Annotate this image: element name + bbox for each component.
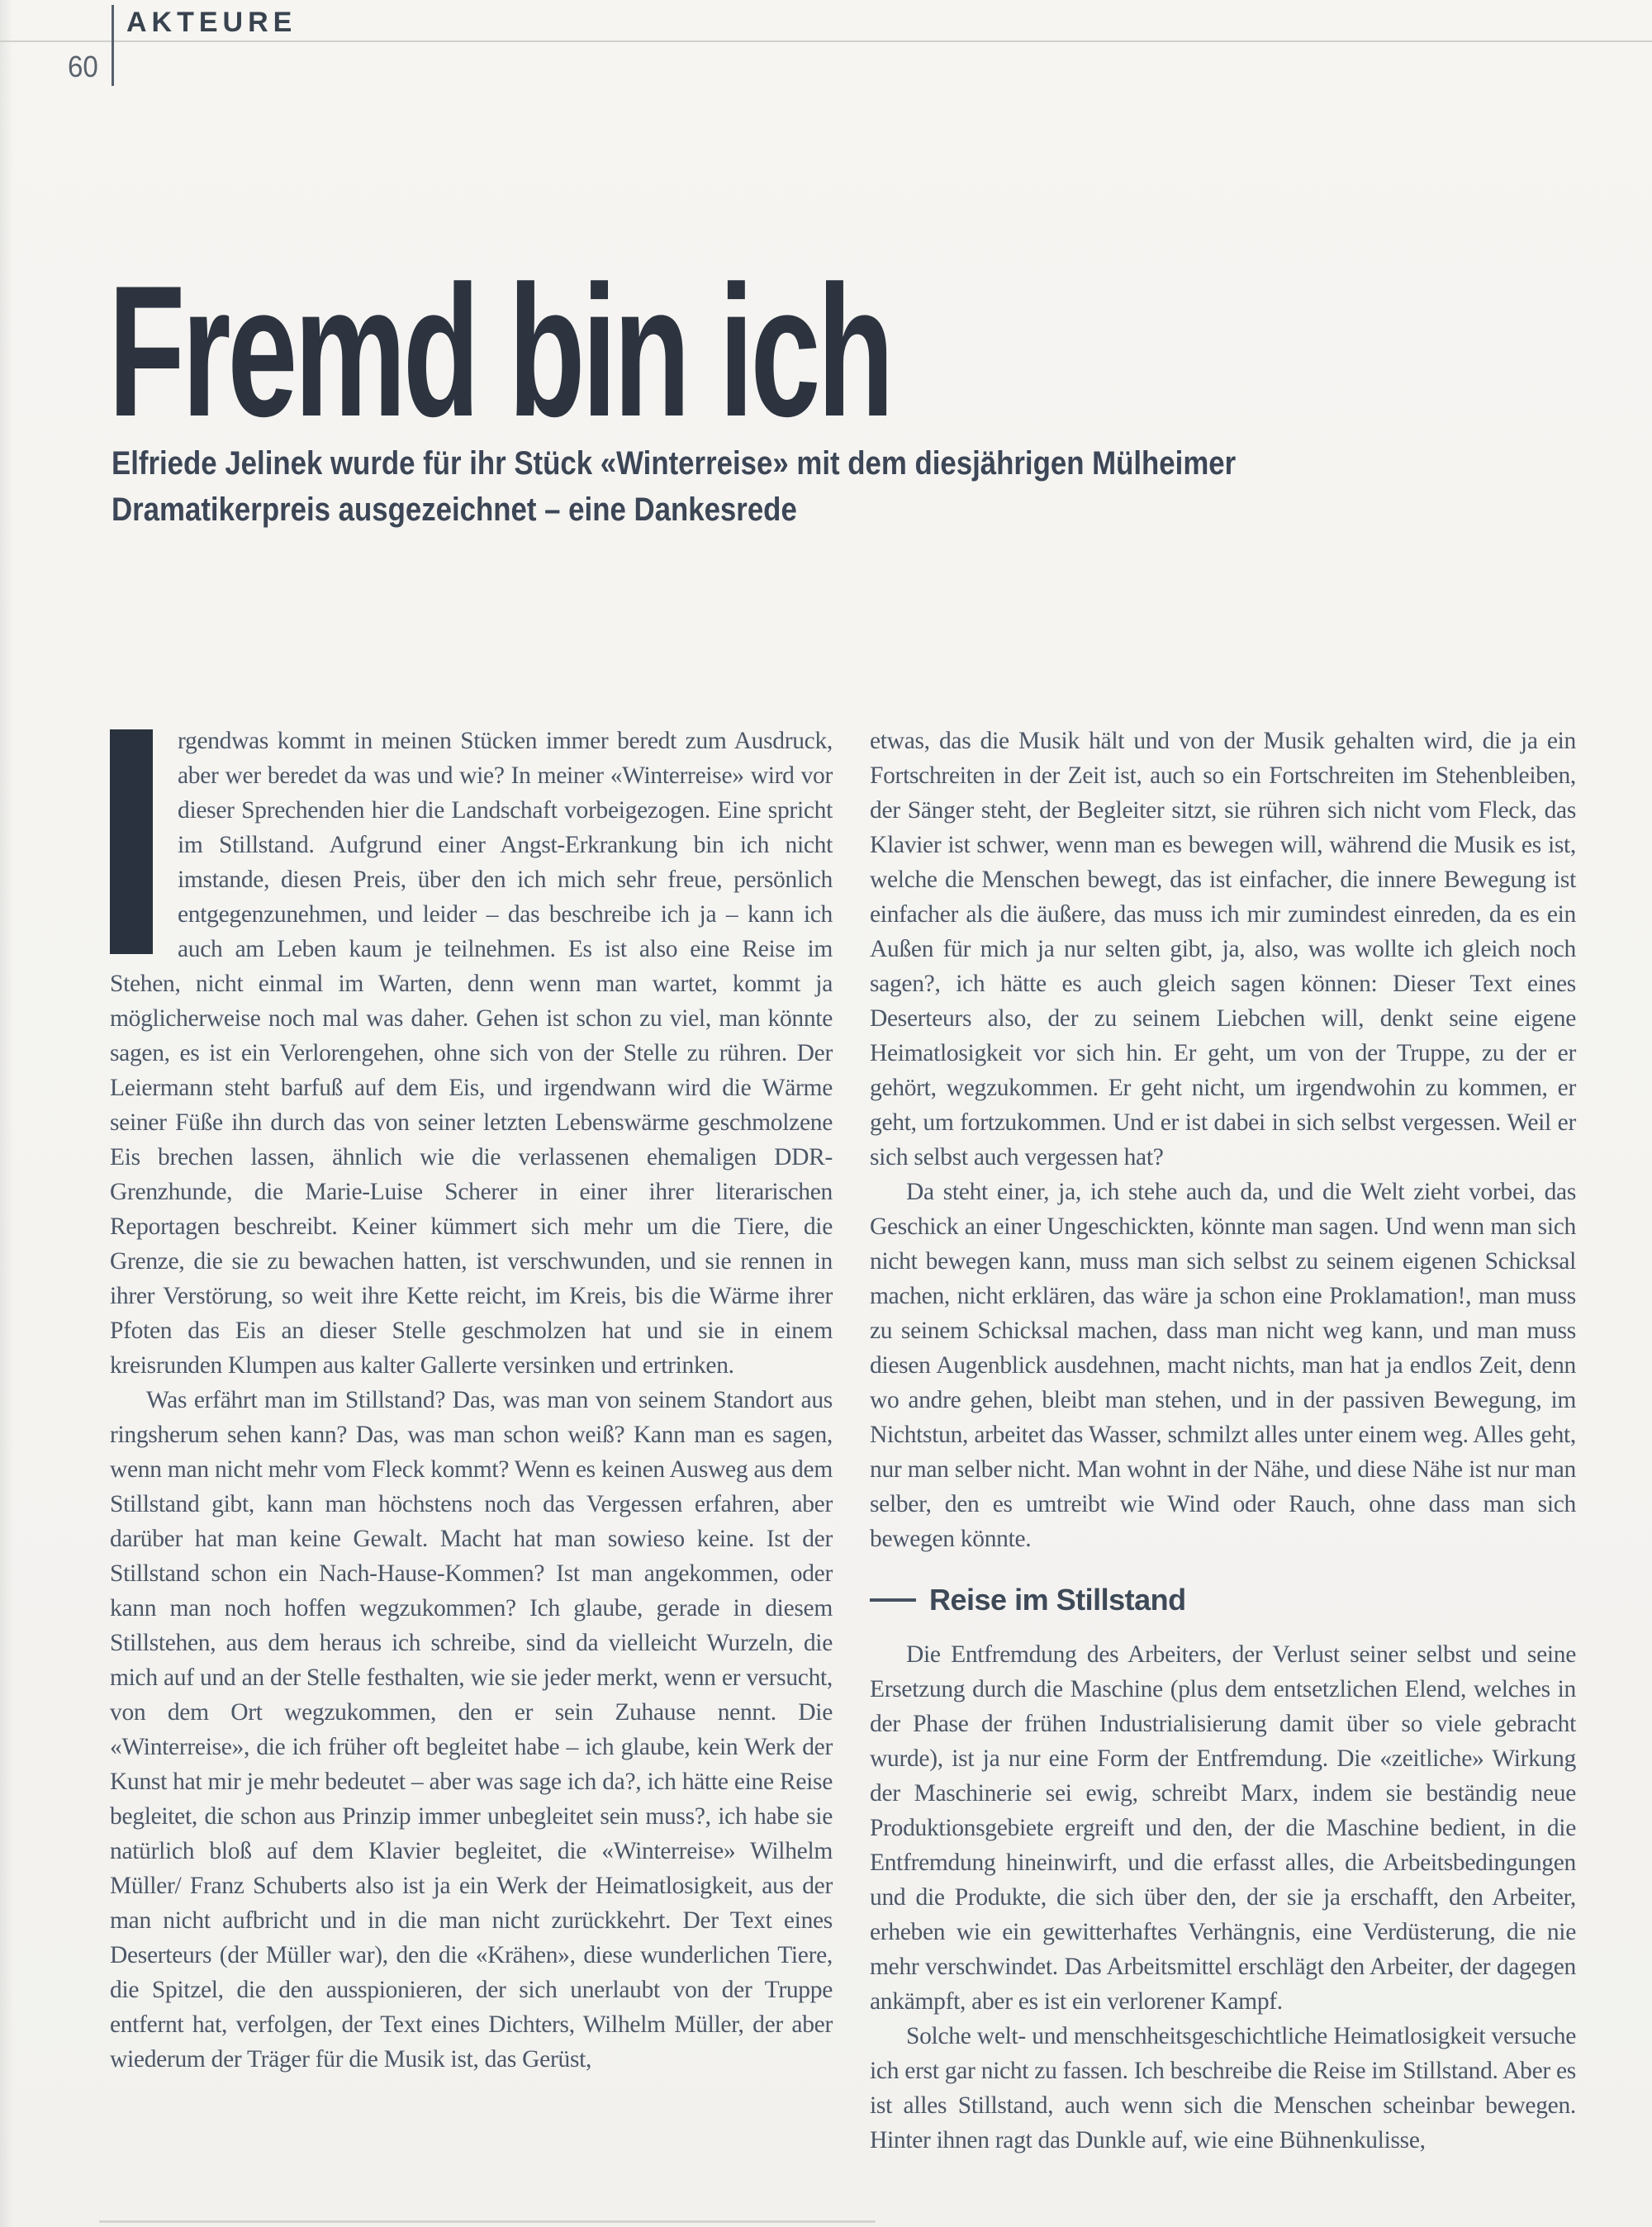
page-number: 60 [68,50,98,83]
paragraph: etwas, das die Musik hält und von der Musik gehalten wird, die ja ein Fortschreiten in der Zeit ist, auch so ein Fortschreiten im Stehenbleiben, der Sänger steht, der Begleiter sitzt, sie rühren sich nicht vom Fleck, das Klavier ist schwer, wenn man es bewegen will, während die Musik es ist, welche die Menschen bewegt, das ist einfacher, die innere Bewegung ist einfacher als die äußere, das muss ich mir zumindest einreden, da es ein Außen für mich ja nur selten gibt, ja, also, was wollte ich gleich noch sagen?, ich hätte es auch gleich sagen können: Dieser Text eines Deserteurs also, der zu seinem Liebchen will, denkt seine eigene Heimatlosigkeit vor sich hin. Er geht, um von der Truppe, zu der er gehört, wegzukommen. Er geht nicht, um irgendwohin zu kommen, er geht, um fortzukommen. Und er ist dabei in sich selbst vergessen. Weil er sich selbst auch vergessen hat? [870,728,1576,1170]
drop-cap-letter [110,729,153,954]
subheading-label: Reise im Stillstand [929,1583,1186,1617]
paragraph: Die Entfremdung des Arbeiters, der Verlust seiner selbst und seine Ersetzung durch die Maschine (plus dem entsetzlichen Elend, welches in der Phase der frühen Industrialisierung damit über so viele gebracht wurde), ist ja nur eine Form der Entfremdung. Die «zeitliche» Wirkung der Maschinerie sei ewig, schreibt Marx, indem sie beständig neue Produktionsgebiete ergreift und den, der die Maschine bedient, in die Entfremdung hineinwirft, und die erfasst alles, die Arbeitsbedingungen und die Produkte, die sich über den, der sie ja erschafft, den Arbeiter, erheben wie ein gewitterhaftes Verhängnis, eine Verdüsterung, die nie mehr verschwindet. Das Arbeitsmittel erschlägt den Arbeiter, der dagegen ankämpft, aber es ist ein verlorener Kampf. [870,1641,1576,2015]
paragraph [110,724,833,1383]
drop-cap [110,729,153,954]
paragraph-text: rgendwas kommt in meinen Stücken immer beredt zum Ausdruck, aber wer beredet da was und wie? In meiner «Winterreise» wird vor dieser Sprechenden hier die Landschaft vorbeigezogen. Eine spricht im Stillstand. Aufgrund einer Angst-Erkrankung bin ich nicht imstande, diesen Preis, über den ich mich sehr freue, persönlich entgegenzunehmen, und leider – das beschreibe ich ja – kann ich auch am Leben kaum je teilnehmen. Es ist also eine Reise im Stehen, nicht einmal im Warten, denn wenn man wartet, kommt ja möglicherweise noch mal was daher. Gehen ist schon zu viel, man könnte sagen, es ist ein Verlorengehen, ohne sich von der Stelle zu rühren. Der Leiermann steht barfuß auf dem Eis, und irgendwann wird die Wärme seiner Füße ihn durch das von seiner letzten Lebenswärme geschmolzene Eis brechen lassen, ähnlich wie die verlassenen ehemaligen DDR-Grenzhunde, die Marie-Luise Scherer in einer ihrer literarischen Reportagen beschreibt. Keiner kümmert sich mehr um die Tiere, die Grenze, die sie zu bewachen hatten, ist verschwunden, und sie rennen in ihrer Verstörung, so weit ihre Kette reicht, im Kreis, bis die Wärme ihrer Pfoten das Eis an dieser Stelle geschmolzen hat und sie in einem kreisrunden Klumpen aus kalter Gallerte versinken und ertrinken. [110,728,833,1379]
article-subtitle [112,440,1236,533]
paragraph: Da steht einer, ja, ich stehe auch da, und die Welt zieht vorbei, das Geschick an einer Ungeschickten, könnte man sagen. Und wenn man sich nicht bewegen kann, muss man sich selbst zu seinem eigenen Schicksal machen, nicht erklären, das wäre ja schon eine Proklamation!, man muss zu seinem Schicksal machen, dass man nicht weg kann, und man muss diesen Augenblick ausdehnen, macht nichts, man hat ja endlos Zeit, denn wo andre gehen, bleibt man stehen, und in der passiven Bewegung, im Nichtstun, arbeitet das Wasser, schmilzt alles unter einem weg. Alles geht, nur man selber nicht. Man wohnt in der Nähe, und diese Nähe ist nur man selber, den es umtreibt wie Wind oder Rauch, ohne dass man sich bewegen könnte. [870,1179,1576,1552]
subheading-rule [870,1598,916,1602]
section-label: AKTEURE [126,7,297,38]
subtitle-line: Elfriede Jelinek wurde für ihr Stück «Winterreise» mit dem diesjährigen Mülheimer [112,445,1237,482]
body-column-right [870,724,1576,2158]
paragraph: Was erfährt man im Stillstand? Das, was man von seinem Standort aus ringsherum sehen kann? Das, was man schon weiß? Kann man es sagen, wenn man nicht mehr vom Fleck kommt? Wenn es keinen Ausweg aus dem Stillstand gibt, kann man höchstens noch das Vergessen erfahren, aber darüber hat man keine Gewalt. Macht hat man sowieso keine. Ist der Stillstand schon ein Nach-Hause-Kommen? Ist man angekommen, oder kann man noch hoffen wegzukommen? Ich glaube, gerade in diesem Stillstehen, aus dem heraus ich schreibe, sind da vielleicht Wurzeln, die mich auf und an der Stelle festhalten, wie sie jeder merkt, wenn er versucht, von dem Ort wegzukommen, den er sein Zuhause nennt. Die «Winterreise», die ich früher oft begleitet habe – ich glaube, kein Werk der Kunst hat mir je mehr bedeutet – aber was sage ich da?, ich hätte eine Reise begleitet, die schon aus Prinzip immer unbegleitet sein muss?, ich habe sie natürlich bloß auf dem Klavier begleitet, die «Winterreise» Wilhelm Müller/ Franz Schuberts also ist ja ein Werk der Heimatlosigkeit, aus der man nicht aufbricht und in die man nicht zurückkehrt. Der Text eines Deserteurs (der Müller war), den die «Krähen», diese wunderlichen Tiere, die Spitzel, die den ausspionieren, der sich unerlaubt von der Truppe entfernt hat, verfolgen, der Text eines Dichters, Wilhelm Müller, der aber wiederum der Träger für die Musik ist, das Gerüst, [110,1387,833,2073]
paragraph: Solche welt- und menschheitsgeschichtliche Heimatlosigkeit versuche ich erst gar nicht zu fassen. Ich beschreibe die Reise im Stillstand. Aber es ist alles Stillstand, auch wenn sich die Menschen scheinbar bewegen. Hinter ihnen ragt das Dunkle auf, wie eine Bühnenkulisse, [870,2023,1576,2153]
header-rule-horizontal [0,40,1652,42]
section-subheading [870,1583,1576,1617]
scan-bottom-mark [99,2220,876,2223]
header-rule-vertical [112,5,114,86]
scan-edge-streak [0,0,13,2227]
subtitle-line: Dramatikerpreis ausgezeichnet – eine Dankesrede [112,491,797,528]
body-column-left [110,724,833,2077]
article-title: Fremd bin ich [108,246,891,455]
